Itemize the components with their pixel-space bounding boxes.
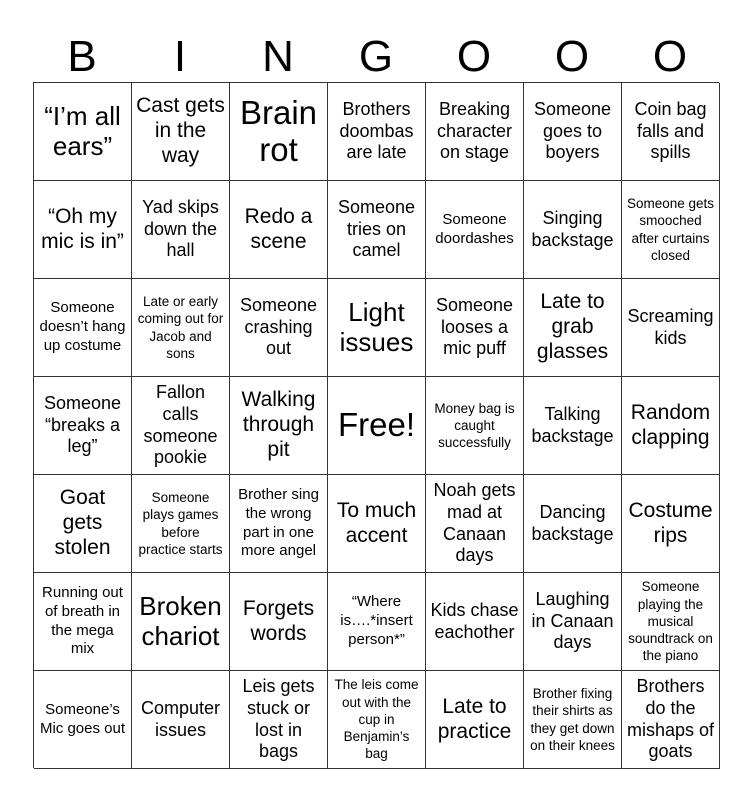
bingo-cell[interactable]: Brain rot [230,83,328,181]
bingo-cell[interactable]: Someone doordashes [426,181,524,279]
bingo-cell[interactable]: Laughing in Canaan days [524,573,622,671]
bingo-cell[interactable]: Leis gets stuck or lost in bags [230,671,328,769]
bingo-cell[interactable]: The leis come out with the cup in Benjamin’s bag [328,671,426,769]
bingo-cell[interactable]: Brothers do the mishaps of goats [622,671,720,769]
bingo-cell[interactable]: “Oh my mic is in” [34,181,132,279]
header-letter-o: O [652,32,688,81]
bingo-cell[interactable]: Light issues [328,279,426,377]
bingo-cell[interactable]: Late to grab glasses [524,279,622,377]
bingo-cell[interactable]: Costume rips [622,475,720,573]
bingo-cell[interactable]: Late or early coming out for Jacob and sons [132,279,230,377]
bingo-cell[interactable]: Goat gets stolen [34,475,132,573]
header-letter-o: O [456,32,492,81]
bingo-cell[interactable]: Brother sing the wrong part in one more angel [230,475,328,573]
bingo-cell[interactable]: Someone tries on camel [328,181,426,279]
bingo-cell[interactable]: Running out of breath in the mega mix [34,573,132,671]
bingo-cell[interactable]: Someone’s Mic goes out [34,671,132,769]
bingo-cell[interactable]: Dancing backstage [524,475,622,573]
bingo-cell[interactable]: Someone “breaks a leg” [34,377,132,475]
bingo-cell[interactable]: To much accent [328,475,426,573]
bingo-cell[interactable]: Someone doesn’t hang up costume [34,279,132,377]
bingo-cell[interactable]: Singing backstage [524,181,622,279]
bingo-cell[interactable]: Redo a scene [230,181,328,279]
header-letter-i: I [173,32,187,81]
bingo-cell[interactable]: Cast gets in the way [132,83,230,181]
header-letter-n: N [262,32,294,81]
bingo-cell[interactable]: Screaming kids [622,279,720,377]
bingo-cell[interactable]: Computer issues [132,671,230,769]
bingo-cell free-space[interactable]: Free! [328,377,426,475]
bingo-cell[interactable]: Fallon calls someone pookie [132,377,230,475]
bingo-cell[interactable]: Talking backstage [524,377,622,475]
bingo-cell[interactable]: Breaking character on stage [426,83,524,181]
bingo-cell[interactable]: “I’m all ears” [34,83,132,181]
bingo-cell[interactable]: Forgets words [230,573,328,671]
header-letter-o: O [554,32,590,81]
bingo-cell[interactable]: Late to practice [426,671,524,769]
bingo-cell[interactable]: Someone gets smooched after curtains closed [622,181,720,279]
bingo-cell[interactable]: Noah gets mad at Canaan days [426,475,524,573]
bingo-cell[interactable]: Random clapping [622,377,720,475]
bingo-cell[interactable]: Yad skips down the hall [132,181,230,279]
bingo-header [33,34,719,80]
bingo-cell[interactable]: Someone plays games before practice starts [132,475,230,573]
bingo-cell[interactable]: Broken chariot [132,573,230,671]
bingo-cell[interactable]: Brothers doombas are late [328,83,426,181]
bingo-cell[interactable]: “Where is….*insert person*” [328,573,426,671]
bingo-cell[interactable]: Kids chase eachother [426,573,524,671]
bingo-grid [33,82,719,768]
bingo-cell[interactable]: Someone goes to boyers [524,83,622,181]
bingo-cell[interactable]: Walking through pit [230,377,328,475]
header-letter-b: B [67,32,97,81]
bingo-cell[interactable]: Someone looses a mic puff [426,279,524,377]
bingo-cell[interactable]: Someone crashing out [230,279,328,377]
bingo-cell[interactable]: Coin bag falls and spills [622,83,720,181]
header-letter-g: G [358,32,394,81]
bingo-cell[interactable]: Someone playing the musical soundtrack on the piano [622,573,720,671]
bingo-cell[interactable]: Brother fixing their shirts as they get down on their knees [524,671,622,769]
bingo-cell[interactable]: Money bag is caught successfully [426,377,524,475]
